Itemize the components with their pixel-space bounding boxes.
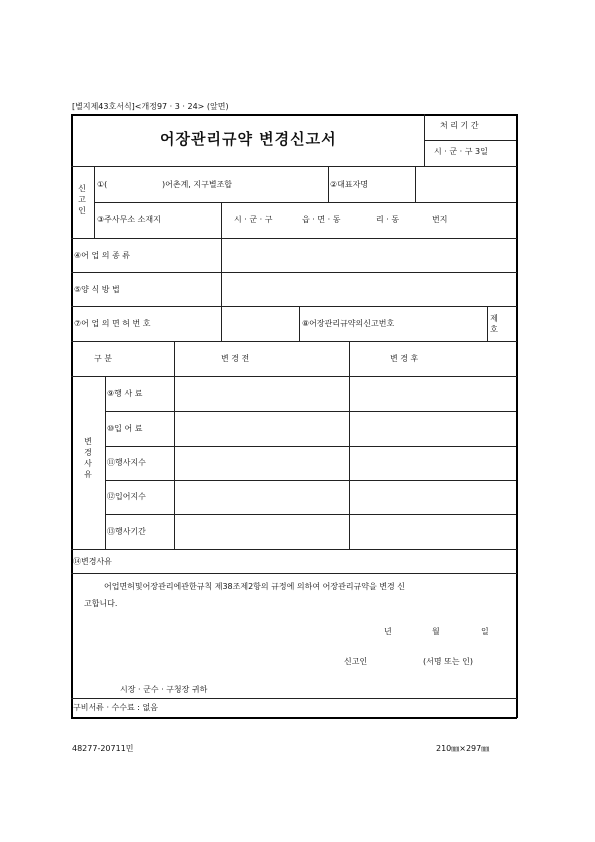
date-day: 일 — [481, 627, 489, 636]
processing-period-value: 시 · 군 · 구 3일 — [434, 147, 488, 156]
field-14-change-reason: ⑭변경사유 — [73, 557, 112, 566]
signature-note: (서명 또는 인) — [423, 657, 473, 666]
column-before-change: 변 경 전 — [221, 354, 250, 363]
form-title: 어장관리규약 변경신고서 — [160, 130, 337, 148]
form-reference: [별지제43호서식]<개정97 · 3 · 24> (앞면) — [72, 102, 229, 111]
recipient: 시장 · 군수 · 구청장 귀하 — [120, 685, 208, 694]
field-1-suffix: )어촌계, 지구별조합 — [162, 180, 233, 189]
field-1-prefix: ①( — [97, 180, 108, 189]
field-7-license-number: ⑦어 업 의 면 허 번 호 — [74, 319, 151, 328]
paper-size: 210㎜×297㎜ — [436, 744, 490, 753]
column-after-change: 변 경 후 — [390, 354, 419, 363]
field-8-unit: 제호 — [490, 314, 498, 334]
form-number: 48277-20711민 — [72, 744, 134, 753]
field-5-culture-method: ⑤양 식 방 법 — [74, 285, 120, 294]
change-reason-group-label: 변경사유 — [84, 437, 92, 479]
row-label-fee: ⑨행 사 료 — [107, 389, 143, 398]
culture-method-input[interactable] — [222, 273, 515, 305]
representative-name-input[interactable] — [416, 167, 515, 201]
column-category: 구 분 — [94, 354, 112, 363]
row-label-exercise-count: ⑪행사지수 — [107, 458, 146, 467]
address-city: 시 · 군 · 구 — [234, 215, 273, 224]
address-town: 읍 · 면 · 동 — [302, 215, 341, 224]
signer-label: 신고인 — [344, 657, 368, 666]
date-month: 월 — [432, 627, 440, 636]
field-8-registration-number: ⑧어장관리규약의신고번호 — [302, 319, 395, 328]
row-label-exercise-period: ⑬행사기간 — [107, 527, 146, 536]
fishery-type-input[interactable] — [222, 239, 515, 271]
date-year: 년 — [384, 627, 392, 636]
field-4-fishery-type: ④어 업 의 종 류 — [74, 251, 130, 260]
license-number-input[interactable] — [222, 307, 298, 340]
applicant-label: 신고인 — [78, 184, 86, 215]
statement-line-2: 고합니다. — [84, 599, 118, 608]
row-label-entry-fee: ⑩입 어 료 — [107, 424, 143, 433]
processing-period-label: 처 리 기 간 — [440, 121, 479, 130]
address-village: 리 · 동 — [376, 215, 400, 224]
documents-and-fee: 구비서류 · 수수료 : 없음 — [73, 703, 158, 712]
statement-line-1: 어업면허및어장관리에관한규칙 제38조제2항의 규정에 의하여 어장관리규약을 변경 신 — [104, 582, 406, 591]
row-label-entry-count: ⑫입어지수 — [107, 492, 146, 501]
field-2-representative-name: ②대표자명 — [330, 180, 369, 189]
field-3-office-address: ③주사무소 소재지 — [97, 215, 161, 224]
address-lot: 번지 — [432, 215, 448, 224]
